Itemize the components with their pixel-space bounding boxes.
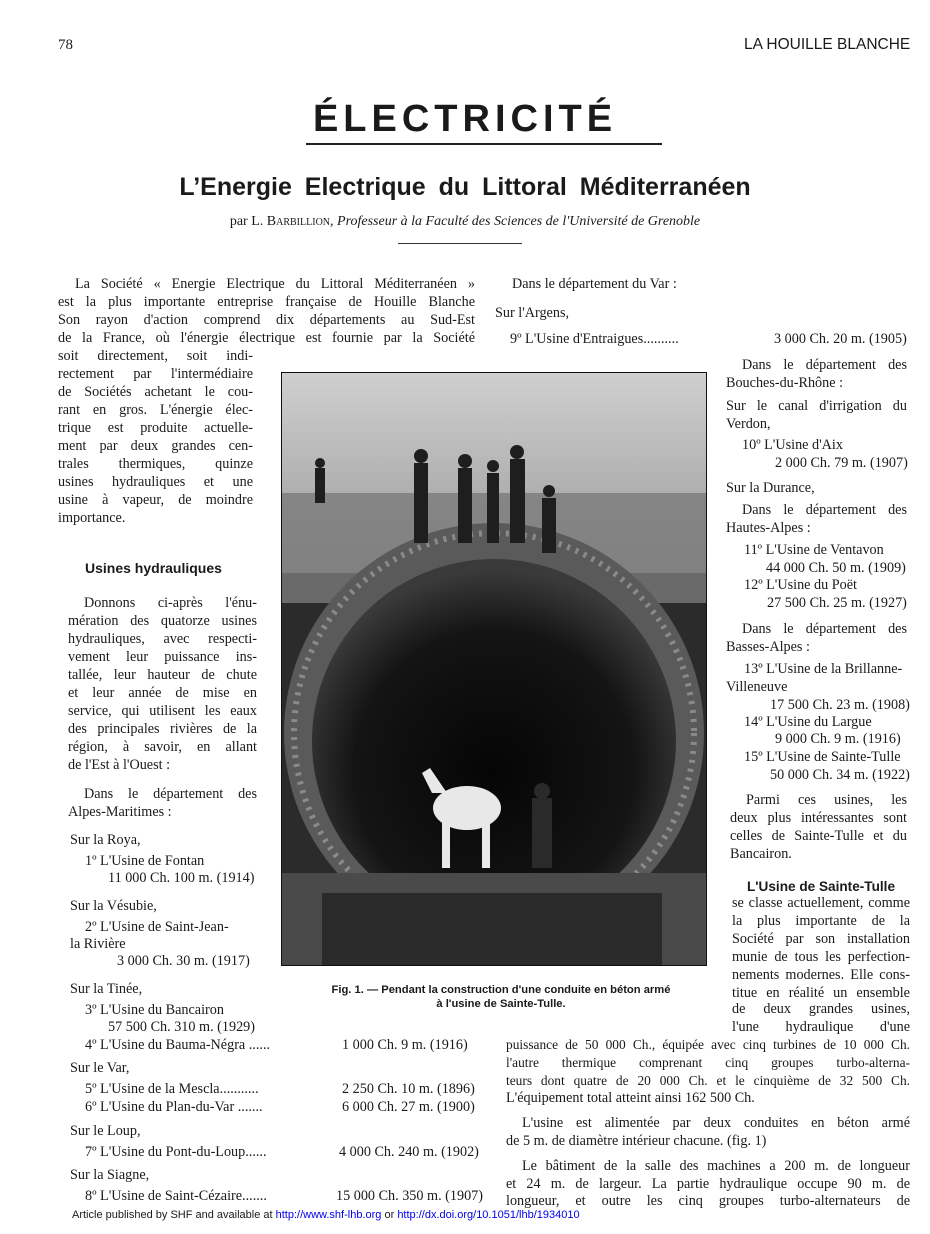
st-line: munie de tous les perfection- xyxy=(732,949,910,965)
usine-data: 6 000 Ch. 27 m. (1900) xyxy=(342,1099,475,1115)
byline-par: par xyxy=(229,214,248,229)
river-label: Sur la Roya, xyxy=(70,832,141,848)
intro-line: rant en gros. L'énergie élec- xyxy=(58,402,253,418)
usine-name: 7º L'Usine du Pont-du-Loup...... xyxy=(85,1144,267,1160)
intro-line: rectement par l'intermédiaire xyxy=(58,366,253,382)
intro-line: trales thermiques, quinze xyxy=(58,456,253,472)
usines-heading: Usines hydrauliques xyxy=(85,560,222,576)
parmi-line: deux plus intéressantes sont xyxy=(730,810,907,826)
st-line: nements modernes. Elle cons- xyxy=(732,967,910,983)
usine-data: 3 000 Ch. 30 m. (1917) xyxy=(117,953,250,969)
footer-note xyxy=(72,1209,580,1221)
usine-data: 57 500 Ch. 310 m. (1929) xyxy=(108,1019,255,1035)
dept-line: Alpes-Maritimes : xyxy=(68,804,172,820)
batiment-line: et 24 m. de largeur. La partie hydraulique occupe 90 m. de xyxy=(506,1176,910,1192)
st-full-line: L'équipement total atteint ainsi 162 500 Ch. xyxy=(506,1090,755,1106)
usines-line: mération des quatorze usines xyxy=(68,613,257,629)
section-title-underline xyxy=(306,143,662,145)
usines-line: et leur année de mise en xyxy=(68,685,257,701)
st-line: titue en réalité un ensemble xyxy=(732,985,910,1001)
byline xyxy=(0,214,930,230)
usine-data: 1 000 Ch. 9 m. (1916) xyxy=(342,1037,468,1053)
usine-name: 11º L'Usine de Ventavon xyxy=(744,542,884,558)
usine-name: Villeneuve xyxy=(726,679,788,695)
st-line: se classe actuellement, comme xyxy=(732,895,910,911)
usine-data: 17 500 Ch. 23 m. (1908) xyxy=(770,697,910,713)
usine-data: 50 000 Ch. 34 m. (1922) xyxy=(770,767,910,783)
intro-line: ment par deux grandes cen- xyxy=(58,438,253,454)
st-line: la plus importante de la xyxy=(732,913,910,929)
usine-name: 10º L'Usine d'Aix xyxy=(742,437,843,453)
usine-name: 5º L'Usine de la Mescla........... xyxy=(85,1081,259,1097)
intro-line: de la France, où l'énergie électrique est fournie par la Société xyxy=(58,330,475,346)
usine-data: 9 000 Ch. 9 m. (1916) xyxy=(775,731,901,747)
dept-line: Basses-Alpes : xyxy=(726,639,810,655)
st-full-line: puissance de 50 000 Ch., équipée avec cinq turbines de 10 000 Ch. xyxy=(506,1037,910,1052)
usines-line: de l'Est à l'Ouest : xyxy=(68,757,171,773)
section-title: ÉLECTRICITÉ xyxy=(312,98,618,140)
article-title: L’Energie Electrique du Littoral Méditerranéen xyxy=(179,173,751,201)
river-label: Sur le Var, xyxy=(70,1060,130,1076)
intro-line: trique est produite actuelle- xyxy=(58,420,253,436)
intro-line: Son rayon d'action comprend dix départements au Sud-Est xyxy=(58,312,475,328)
dept-line: Hautes-Alpes : xyxy=(726,520,811,536)
st-line: Société par son installation xyxy=(732,931,910,947)
usine-name: 1º L'Usine de Fontan xyxy=(85,853,205,869)
st-full-line: teurs dont quatre de 20 000 Ch. et le cinquième de 32 500 Ch. xyxy=(506,1073,910,1088)
usine-data: 2 000 Ch. 79 m. (1907) xyxy=(775,455,908,471)
usine-name: 4º L'Usine du Bauma-Négra ...... xyxy=(85,1037,271,1053)
footer-link-shf[interactable]: http://www.shf-lhb.org xyxy=(275,1209,382,1221)
river-label: Sur l'Argens, xyxy=(495,305,570,321)
construction-photo xyxy=(281,372,707,966)
conduit-photo-illustration xyxy=(282,373,706,965)
parmi-line: Bancairon. xyxy=(730,846,792,862)
river-label: Sur la Vésubie, xyxy=(70,898,157,914)
intro-line: usine à vapeur, de moindre xyxy=(58,492,253,508)
dept-line: Dans le département des xyxy=(84,786,257,802)
usine-name: 14º L'Usine du Largue xyxy=(744,714,872,730)
river-label: Sur le Loup, xyxy=(70,1123,141,1139)
batiment-line: Le bâtiment de la salle des machines a 200 m. de longueur xyxy=(522,1158,910,1174)
usines-line: tallée, leur hauteur de chute xyxy=(68,667,257,683)
usine-data: 27 500 Ch. 25 m. (1927) xyxy=(767,595,907,611)
caption-line: à l'usine de Sainte-Tulle. xyxy=(436,997,566,1010)
usine-data: 11 000 Ch. 100 m. (1914) xyxy=(108,870,255,886)
usine-name: 6º L'Usine du Plan-du-Var ....... xyxy=(85,1099,263,1115)
st-line: l'une hydraulique d'une xyxy=(732,1019,910,1035)
intro-line: de Sociétés achetant le cou- xyxy=(58,384,253,400)
river-label: Sur la Tinée, xyxy=(70,981,143,997)
intro-line: usines hydrauliques et une xyxy=(58,474,253,490)
intro-line: soit directement, soit indi- xyxy=(58,348,253,364)
byline-rule xyxy=(398,243,522,244)
usines-line: région, à savoir, en allant xyxy=(68,739,257,755)
dept-line: Bouches-du-Rhône : xyxy=(726,375,844,391)
intro-line: est la plus importante entreprise française de Houille Blanche xyxy=(58,294,475,310)
usine-data: 3 000 Ch. 20 m. (1905) xyxy=(774,331,907,347)
river-label: Sur la Siagne, xyxy=(70,1167,150,1183)
dept-line: Dans le département des xyxy=(742,357,907,373)
alim-line: L'usine est alimentée par deux conduites en béton armé xyxy=(522,1115,910,1131)
usine-data: 2 250 Ch. 10 m. (1896) xyxy=(342,1081,475,1097)
usines-line: hydrauliques, avec respecti- xyxy=(68,631,257,647)
usine-name: 2º L'Usine de Saint-Jean- xyxy=(85,919,229,935)
usine-name: 15º L'Usine de Sainte-Tulle xyxy=(744,749,901,765)
byline-author: L. Barbillion, xyxy=(251,214,334,229)
sainte-tulle-heading: L'Usine de Sainte-Tulle xyxy=(747,879,896,894)
usine-data: 44 000 Ch. 50 m. (1909) xyxy=(766,560,906,576)
page-number: 78 xyxy=(58,37,73,53)
canal-line: Verdon, xyxy=(726,416,771,432)
usine-name: 13º L'Usine de la Brillanne- xyxy=(744,661,903,677)
batiment-line: longueur, et outre les cinq groupes turbo-alternateurs de xyxy=(506,1193,910,1209)
usine-name: 12º L'Usine du Poët xyxy=(744,577,857,593)
st-line: de deux grandes usines, xyxy=(732,1001,910,1017)
caption-line: Fig. 1. — Pendant la construction d'une conduite en béton armé xyxy=(331,984,671,996)
dept-line: Dans le département des xyxy=(742,502,907,518)
usines-line: des principales rivières de la xyxy=(68,721,257,737)
parmi-line: Parmi ces usines, les xyxy=(746,792,907,808)
byline-affiliation: Professeur à la Faculté des Sciences de l'Université de Grenoble xyxy=(337,214,701,229)
usines-line: service, qui utilisent les eaux xyxy=(68,703,257,719)
river-label: Sur la Durance, xyxy=(726,480,815,496)
alim-line: de 5 m. de diamètre intérieur chacune. (fig. 1) xyxy=(506,1133,767,1149)
figure-caption xyxy=(281,984,721,1011)
st-full-line: l'autre thermique comprenant cinq groupes turbo-alterna- xyxy=(506,1055,910,1070)
intro-line: importance. xyxy=(58,510,126,526)
usines-line: vement leur puissance ins- xyxy=(68,649,257,665)
journal-name: LA HOUILLE BLANCHE xyxy=(744,36,911,53)
usine-name: 9º L'Usine d'Entraigues.......... xyxy=(510,331,679,347)
usine-name: 8º L'Usine de Saint-Cézaire....... xyxy=(85,1188,267,1204)
parmi-line: celles de Sainte-Tulle et du xyxy=(730,828,907,844)
usine-name: la Rivière xyxy=(70,936,126,952)
usine-data: 4 000 Ch. 240 m. (1902) xyxy=(339,1144,479,1160)
dept-line: Dans le département du Var : xyxy=(512,276,677,292)
footer-link-doi[interactable]: http://dx.doi.org/10.1051/lhb/1934010 xyxy=(397,1209,580,1221)
footer-prefix: Article published by SHF and available at xyxy=(72,1209,273,1221)
usine-name: 3º L'Usine du Bancairon xyxy=(85,1002,224,1018)
footer-or: or xyxy=(384,1209,395,1221)
dept-line: Dans le département des xyxy=(742,621,907,637)
usine-data: 15 000 Ch. 350 m. (1907) xyxy=(336,1188,483,1204)
canal-line: Sur le canal d'irrigation du xyxy=(726,398,907,414)
usines-line: Donnons ci-après l'énu- xyxy=(84,595,257,611)
intro-line: La Société « Energie Electrique du Littoral Méditerranéen » xyxy=(75,276,475,292)
